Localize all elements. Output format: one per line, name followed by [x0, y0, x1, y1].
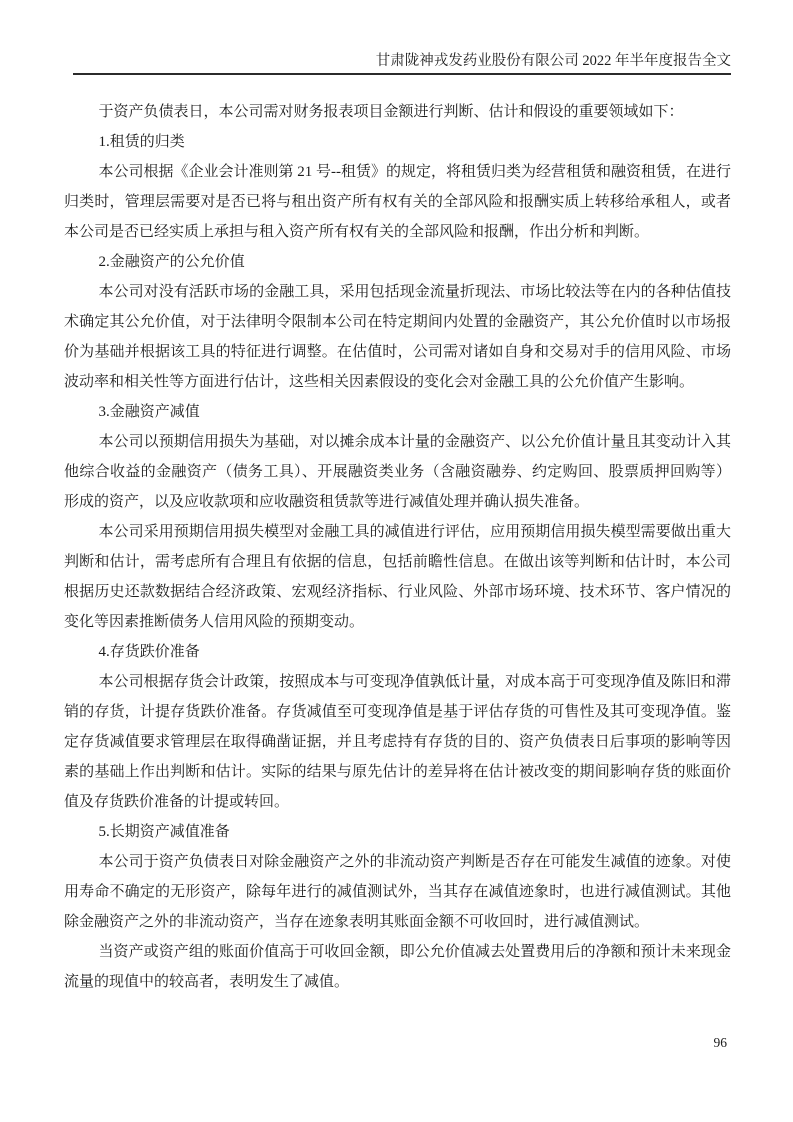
paragraph: 当资产或资产组的账面价值高于可收回金额，即公允价值减去处置费用后的净额和预计未来现金流量的现值中的较高者，表明发生了减值。	[64, 944, 731, 990]
page-header-title: 甘肃陇神戎发药业股份有限公司 2022 年半年度报告全文	[375, 53, 731, 69]
paragraph: 本公司于资产负债表日对除金融资产之外的非流动资产判断是否存在可能发生减值的迹象。对使用寿命不确定的无形资产，除每年进行的减值测试外，当其存在减值迹象时，也进行减值测试。其他除金融资产之外的非流动资产，当存在迹象表明其账面金额不可收回时，进行减值测试。	[64, 854, 731, 930]
document-body	[64, 97, 731, 997]
section-heading: 4.存货跌价准备	[98, 644, 200, 660]
section-heading: 5.长期资产减值准备	[98, 824, 230, 840]
section-heading: 2.金融资产的公允价值	[98, 254, 245, 270]
paragraph: 本公司采用预期信用损失模型对金融工具的减值进行评估，应用预期信用损失模型需要做出重大判断和估计，需考虑所有合理且有依据的信息，包括前瞻性信息。在做出该等判断和估计时，本公司根据历史还款数据结合经济政策、宏观经济指标、行业风险、外部市场环境、技术环节、客户情况的变化等因素推断债务人信用风险的预期变动。	[64, 524, 731, 630]
section-heading: 1.租赁的归类	[98, 134, 185, 150]
paragraph: 本公司对没有活跃市场的金融工具，采用包括现金流量折现法、市场比较法等在内的各种估值技术确定其公允价值，对于法律明令限制本公司在特定期间内处置的金融资产，其公允价值时以市场报价为基础并根据该工具的特征进行调整。在估值时，公司需对诸如自身和交易对手的信用风险、市场波动率和相关性等方面进行估计，这些相关因素假设的变化会对金融工具的公允价值产生影响。	[64, 284, 731, 390]
paragraph: 于资产负债表日，本公司需对财务报表项目金额进行判断、估计和假设的重要领域如下：	[98, 104, 684, 120]
header-divider	[73, 73, 731, 75]
paragraph: 本公司根据《企业会计准则第 21 号--租赁》的规定，将租赁归类为经营租赁和融资租赁，在进行归类时，管理层需要对是否已将与租出资产所有权有关的全部风险和报酬实质上转移给承租人，或者本公司是否已经实质上承担与租入资产所有权有关的全部风险和报酬，作出分析和判断。	[64, 164, 731, 240]
paragraph: 本公司以预期信用损失为基础，对以摊余成本计量的金融资产、以公允价值计量且其变动计入其他综合收益的金融资产（债务工具）、开展融资类业务（含融资融券、约定购回、股票质押回购等）形成的资产，以及应收款项和应收融资租赁款等进行减值处理并确认损失准备。	[64, 434, 731, 510]
paragraph: 本公司根据存货会计政策，按照成本与可变现净值孰低计量，对成本高于可变现净值及陈旧和滞销的存货，计提存货跌价准备。存货减值至可变现净值是基于评估存货的可售性及其可变现净值。鉴定存货减值要求管理层在取得确凿证据，并且考虑持有存货的目的、资产负债表日后事项的影响等因素的基础上作出判断和估计。实际的结果与原先估计的差异将在估计被改变的期间影响存货的账面价值及存货跌价准备的计提或转回。	[64, 674, 731, 810]
section-heading: 3.金融资产减值	[98, 404, 200, 420]
page-number: 96	[713, 1035, 727, 1050]
